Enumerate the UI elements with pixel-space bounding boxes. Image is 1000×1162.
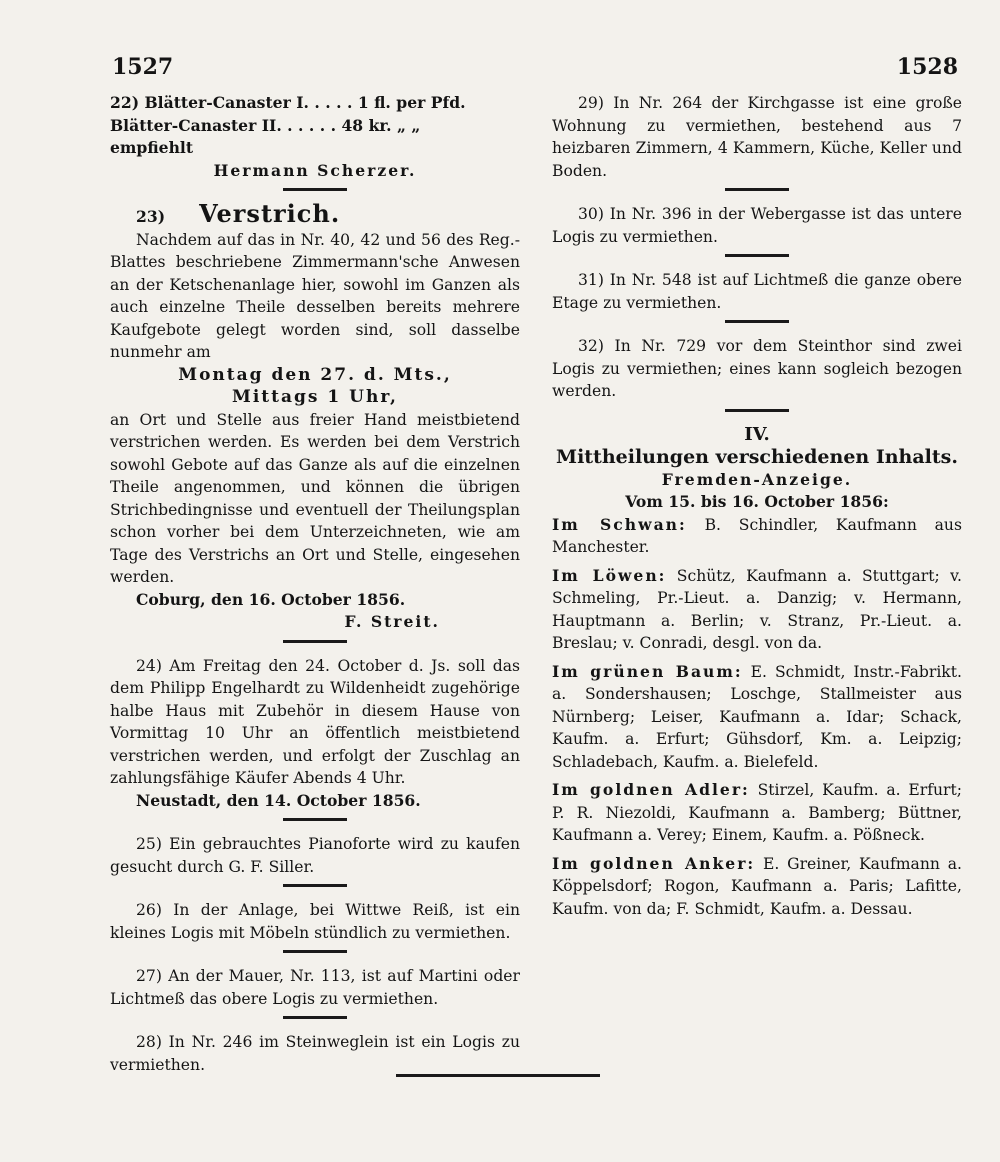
entry-22-line2: Blätter-Canaster II. . . . . . 48 kr. „ „ — [110, 115, 421, 135]
section-daterange: Vom 15. bis 16. October 1856: — [625, 492, 889, 511]
entry-27: 27) An der Mauer, Nr. 113, ist auf Martini oder Lichtmeß das obere Logis zu vermiethen. — [110, 967, 520, 1008]
section-number: IV. — [744, 423, 770, 445]
entry-22 — [110, 92, 520, 182]
page-number-right: 1528 — [896, 54, 958, 80]
entry-23-body: Nachdem auf das in Nr. 40, 42 und 56 des Reg.-Blattes beschriebene Zimmermann'sche Anwesen an der Ketschenanlage hier, sowohl im Ganzen als auch einzelne Theile desselben bereits mehrere Kaufgebote gelegt worden sind, soll dasselbe nunmehr am — [110, 230, 520, 361]
separator-rule — [283, 818, 347, 821]
entry-23-title: Verstrich. — [199, 199, 341, 228]
separator-rule — [725, 320, 789, 323]
hotel-name: Im Löwen: — [552, 565, 667, 585]
hotel-entry-loewen — [552, 565, 962, 655]
separator-rule — [283, 950, 347, 953]
hotel-guests: Stirzel, Kaufm. a. Erfurt; P. R. Niezoldi, Kaufmann a. Bamberg; Büttner, Kaufmann a. Verey; Einem, Kaufm. a. Pößneck. — [552, 781, 962, 844]
separator-rule — [283, 1016, 347, 1019]
separator-rule — [283, 188, 347, 191]
entry-29: 29) In Nr. 264 der Kirchgasse ist eine große Wohnung zu vermiethen, bestehend aus 7 heizbaren Zimmern, 4 Kammern, Küche, Keller und Boden. — [552, 94, 962, 180]
left-column — [110, 92, 520, 1082]
entry-23-date-line1: Montag den 27. d. Mts., — [178, 364, 452, 385]
bottom-rule — [396, 1074, 600, 1077]
entry-30: 30) In Nr. 396 in der Webergasse ist das untere Logis zu vermiethen. — [552, 205, 962, 246]
page-number-left: 1527 — [112, 54, 174, 80]
entry-28: 28) In Nr. 246 im Steinweglein ist ein Logis zu vermiethen. — [110, 1033, 520, 1074]
hotel-guests: E. Greiner, Kaufmann a. Köppelsdorf; Rogon, Kaufmann a. Paris; Lafitte, Kaufm. von da; F. Schmidt, Kaufm. a. Dessau. — [552, 854, 962, 918]
section-subtitle: Fremden-Anzeige. — [661, 469, 853, 489]
hotel-entry-gruener-baum — [552, 661, 962, 774]
entry-24-place-date: Neustadt, den 14. October 1856. — [136, 790, 421, 810]
entry-23-date-line2: Mittags 1 Uhr, — [232, 387, 398, 407]
separator-rule — [283, 884, 347, 887]
section-title: Mittheilungen verschiedenen Inhalts. — [556, 446, 958, 468]
right-column — [552, 92, 962, 926]
entry-23 — [110, 199, 520, 634]
entry-23-signature: F. Streit. — [344, 612, 440, 631]
entry-24-body: 24) Am Freitag den 24. October d. Js. soll das dem Philipp Engelhardt zu Wildenheidt zugehörige halbe Haus mit Zubehör in diesem Hause von Vormittag 10 Uhr an öffentlich meistbietend verstrichen werden, und erfolgt der Zuschlag an zahlungsfähige Käufer Abends 4 Uhr. — [110, 656, 520, 787]
hotel-guests: E. Schmidt, Instr.-Fabrikt. a. Sondershausen; Loschge, Stallmeister aus Nürnberg; Leiser, Kaufmann a. Idar; Schack, Kaufm. a. Erfurt; Gühsdorf, Km. a. Leipzig; Schladebach, Kaufm. a. Bielefeld. — [552, 662, 962, 771]
hotel-name: Im goldnen Adler: — [552, 780, 750, 799]
hotel-entry-goldner-anker — [552, 853, 962, 921]
entry-22-signature: Hermann Scherzer. — [213, 160, 417, 180]
entry-22-line3: empfiehlt — [110, 138, 194, 157]
entry-22-line1: 22) Blätter-Canaster I. . . . . 1 fl. per Pfd. — [110, 93, 466, 112]
hotel-name: Im goldnen Anker: — [552, 853, 756, 873]
hotel-entry-schwan — [552, 514, 962, 559]
hotel-entry-goldner-adler — [552, 779, 962, 847]
entry-26: 26) In der Anlage, bei Wittwe Reiß, ist ein kleines Logis mit Möbeln stündlich zu vermiethen. — [110, 901, 520, 942]
entry-32: 32) In Nr. 729 vor dem Steinthor sind zwei Logis zu vermiethen; eines kann sogleich bezogen werden. — [552, 337, 962, 400]
entry-24 — [110, 655, 520, 813]
hotel-guests: B. Schindler, Kaufmann aus Manchester. — [552, 515, 962, 556]
entry-23-place-date: Coburg, den 16. October 1856. — [136, 589, 406, 609]
separator-rule — [283, 640, 347, 643]
hotel-name: Im Schwan: — [552, 514, 687, 534]
entry-23-number: 23) — [136, 207, 166, 226]
hotel-name: Im grünen Baum: — [552, 661, 743, 681]
separator-rule — [725, 254, 789, 257]
entry-31: 31) In Nr. 548 ist auf Lichtmeß die ganze obere Etage zu vermiethen. — [552, 271, 962, 312]
entry-23-body2: an Ort und Stelle aus freier Hand meistbietend verstrichen werden. Es werden bei dem Verstrich sowohl Gebote auf das Ganze als auf die einzelnen Theile angenommen, und können die übrigen Strichbedingnisse und eventuell der Theilungsplan schon vorher bei dem Unterzeichneten, wie am Tage des Verstrichs an Ort und Stelle, eingesehen werden. — [110, 410, 520, 586]
hotel-guests: Schütz, Kaufmann a. Stuttgart; v. Schmeling, Pr.-Lieut. a. Danzig; v. Hermann, Hauptmann a. Berlin; v. Stranz, Pr.-Lieut. a. Breslau; v. Conradi, desgl. von da. — [552, 566, 962, 652]
separator-rule — [725, 409, 789, 412]
entry-25: 25) Ein gebrauchtes Pianoforte wird zu kaufen gesucht durch G. F. Siller. — [110, 835, 520, 876]
separator-rule — [725, 188, 789, 191]
